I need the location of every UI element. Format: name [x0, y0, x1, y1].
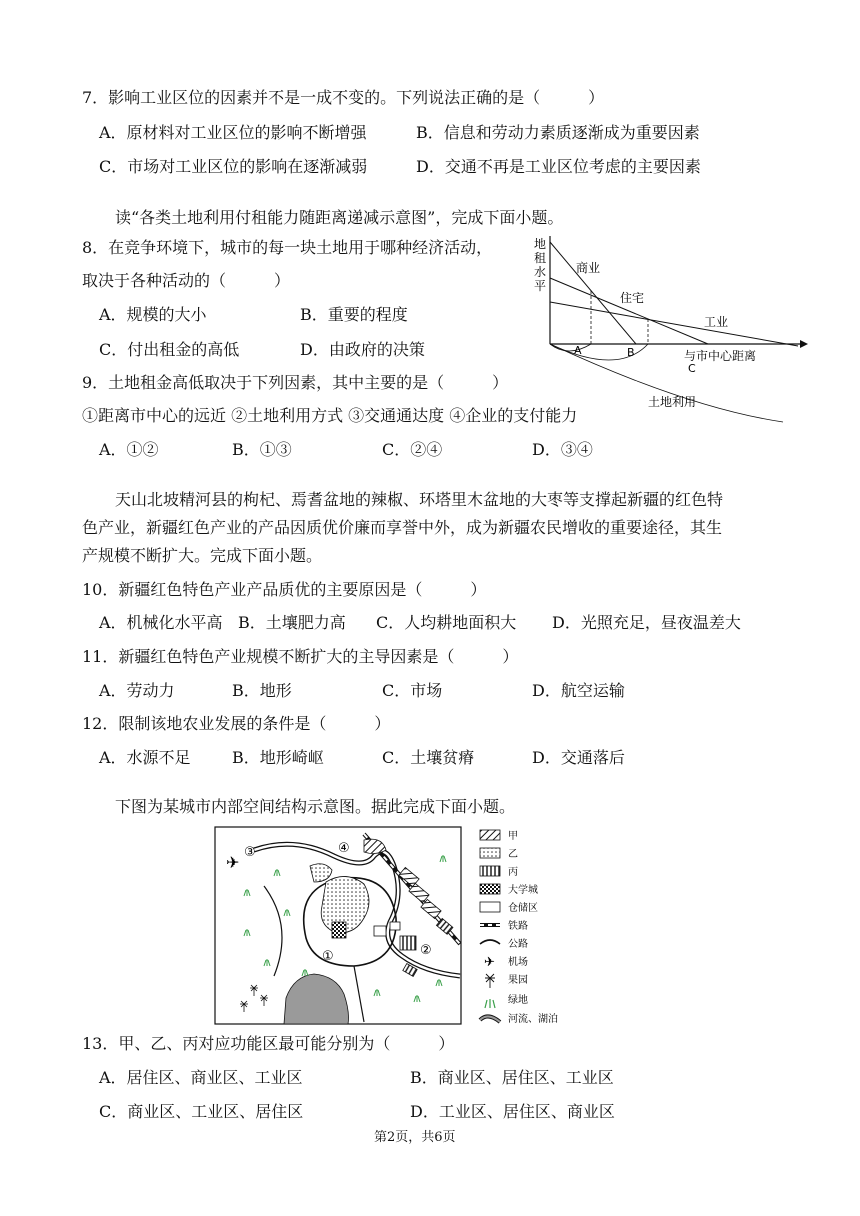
legend-railway: 铁路	[508, 921, 528, 932]
q9-stem: 9．土地租金高低取决于下列因素，其中主要的是（ ）	[82, 373, 509, 392]
q8-stem-line1: 8．在竞争环境下，城市的每一块土地用于哪种经济活动，	[82, 238, 493, 257]
legend-airport-icon: ✈	[484, 955, 495, 970]
q8-option-a: A．规模的大小	[99, 305, 207, 324]
legend-airport: 机场	[508, 957, 528, 968]
rent-chart	[528, 232, 810, 428]
q8-option-d: D．由政府的决策	[300, 340, 425, 359]
commercial-label: 商业	[576, 261, 601, 275]
residential-line	[550, 278, 708, 344]
intro-rent-chart: 读“各类土地利用付租能力随距离递减示意图”，完成下面小题。	[115, 208, 564, 227]
q9-option-c: C．②④	[382, 440, 443, 459]
q11-option-c: C．市场	[382, 681, 443, 700]
legend-yi: 乙	[508, 849, 518, 860]
land-use-label: 土地利用	[648, 395, 697, 409]
q9-option-d: D．③④	[532, 440, 593, 459]
rent-chart-ylabel-2: 租	[534, 251, 547, 265]
q7-option-d: D．交通不再是工业区位考虑的主要因素	[416, 157, 701, 176]
zone-c-label: C	[688, 362, 696, 375]
marker-2: ②	[420, 943, 432, 958]
q10-option-d: D．光照充足，昼夜温差大	[552, 613, 741, 632]
q7-option-c: C．市场对工业区位的影响在逐渐减弱	[99, 157, 368, 176]
zone-b-label: B	[627, 346, 635, 359]
legend-river-lake: 河流、湖泊	[508, 1014, 558, 1025]
q12-option-b: B．地形崎岖	[232, 748, 324, 767]
q9-options-list: ①距离市中心的远近 ②土地利用方式 ③交通通达度 ④企业的支付能力	[82, 406, 578, 425]
q8-option-b: B．重要的程度	[300, 305, 408, 324]
q12-option-a: A．水源不足	[99, 748, 191, 767]
legend-warehouse: 仓储区	[508, 903, 538, 914]
q11-option-d: D．航空运输	[532, 681, 625, 700]
q13-stem: 13．甲、乙、丙对应功能区最可能分别为（ ）	[82, 1034, 455, 1053]
rent-chart-ylabel-3: 水	[534, 265, 547, 279]
q11-stem: 11．新疆红色特色产业规模不断扩大的主导因素是（ ）	[82, 647, 519, 666]
intro-xinjiang-line2: 色产业，新疆红色产业的产品因质优价廉而享誉中外，成为新疆农民增收的重要途径，其生	[82, 518, 723, 537]
city-map	[214, 826, 464, 1026]
q8-stem-line2: 取决于各种活动的（ ）	[82, 271, 291, 290]
q10-stem: 10．新疆红色特色产业产品质优的主要原因是（ ）	[82, 580, 487, 599]
legend-greenland: 绿地	[508, 995, 528, 1006]
industrial-label: 工业	[704, 315, 729, 329]
q13-option-a: A．居住区、商业区、工业区	[99, 1068, 303, 1087]
legend-highway: 公路	[508, 939, 528, 950]
q12-stem: 12．限制该地农业发展的条件是（ ）	[82, 714, 391, 733]
legend-jia: 甲	[508, 831, 518, 842]
industrial-line	[550, 302, 798, 346]
q10-option-a: A．机械化水平高	[99, 613, 223, 632]
q7-stem: 7．影响工业区位的因素并不是一成不变的。下列说法正确的是（ ）	[82, 88, 605, 107]
zone-a-label: A	[574, 344, 582, 357]
marker-4: ④	[338, 841, 350, 856]
city-map-legend	[478, 826, 588, 1026]
rent-chart-ylabel-4: 平	[534, 279, 547, 293]
airport-icon: ✈	[226, 853, 240, 872]
q13-option-b: B．商业区、居住区、工业区	[410, 1068, 614, 1087]
q13-option-c: C．商业区、工业区、居住区	[99, 1102, 304, 1121]
residential-label: 住宅	[620, 291, 645, 305]
q10-option-c: C．人均耕地面积大	[376, 613, 517, 632]
q12-option-d: D．交通落后	[532, 748, 625, 767]
q10-option-b: B．土壤肥力高	[238, 613, 346, 632]
q9-option-b: B．①③	[232, 440, 292, 459]
legend-bing: 丙	[508, 867, 518, 878]
legend-university-town: 大学城	[508, 885, 538, 896]
q7-option-b: B．信息和劳动力素质逐渐成为重要因素	[416, 123, 700, 142]
q11-option-a: A．劳动力	[99, 681, 175, 700]
intro-xinjiang-line3: 产规模不断扩大。完成下面小题。	[82, 546, 323, 565]
legend-orchard: 果园	[508, 975, 528, 986]
q12-option-c: C．土壤贫瘠	[382, 748, 475, 767]
q8-option-c: C．付出租金的高低	[99, 340, 240, 359]
page-footer: 第2页，共6页	[374, 1130, 456, 1145]
intro-city-map: 下图为某城市内部空间结构示意图。据此完成下面小题。	[115, 797, 516, 816]
q11-option-b: B．地形	[232, 681, 292, 700]
rent-chart-xlabel: 与市中心距离	[684, 349, 757, 363]
marker-1: ①	[322, 949, 334, 964]
q9-option-a: A．①②	[99, 440, 159, 459]
intro-xinjiang-line1: 天山北坡精河县的枸杞、焉耆盆地的辣椒、环塔里木盆地的大枣等支撑起新疆的红色特	[115, 490, 724, 509]
q7-option-a: A．原材料对工业区位的影响不断增强	[99, 123, 367, 142]
marker-3: ③	[244, 845, 256, 860]
q13-option-d: D．工业区、居住区、商业区	[410, 1102, 615, 1121]
rent-chart-ylabel-1: 地	[534, 237, 547, 251]
